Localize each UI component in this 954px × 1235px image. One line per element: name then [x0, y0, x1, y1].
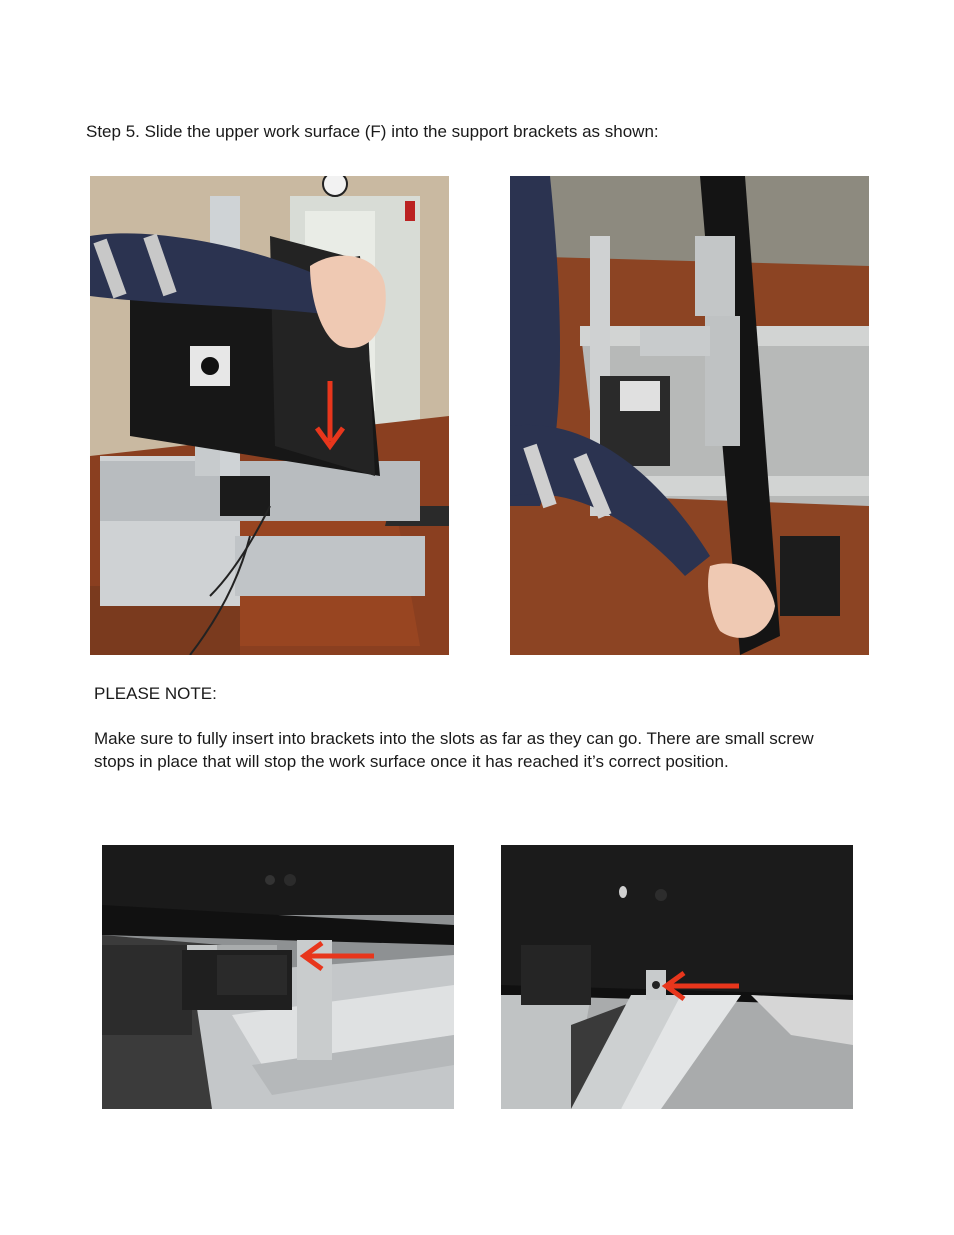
photo-screw-stop-left [102, 845, 454, 1109]
photo-surface-overhead [510, 176, 869, 655]
step-heading: Step 5. Slide the upper work surface (F) into the support brackets as shown: [86, 122, 659, 141]
photo-slide-surface [90, 176, 449, 655]
photo-screw-stop-right [501, 845, 853, 1109]
note-body: Make sure to fully insert into brackets into the slots as far as they can go. There are small screw stops in place that will stop the work surface once it has reached it’s correct position. [94, 729, 814, 771]
note-title: PLEASE NOTE: [94, 684, 217, 703]
